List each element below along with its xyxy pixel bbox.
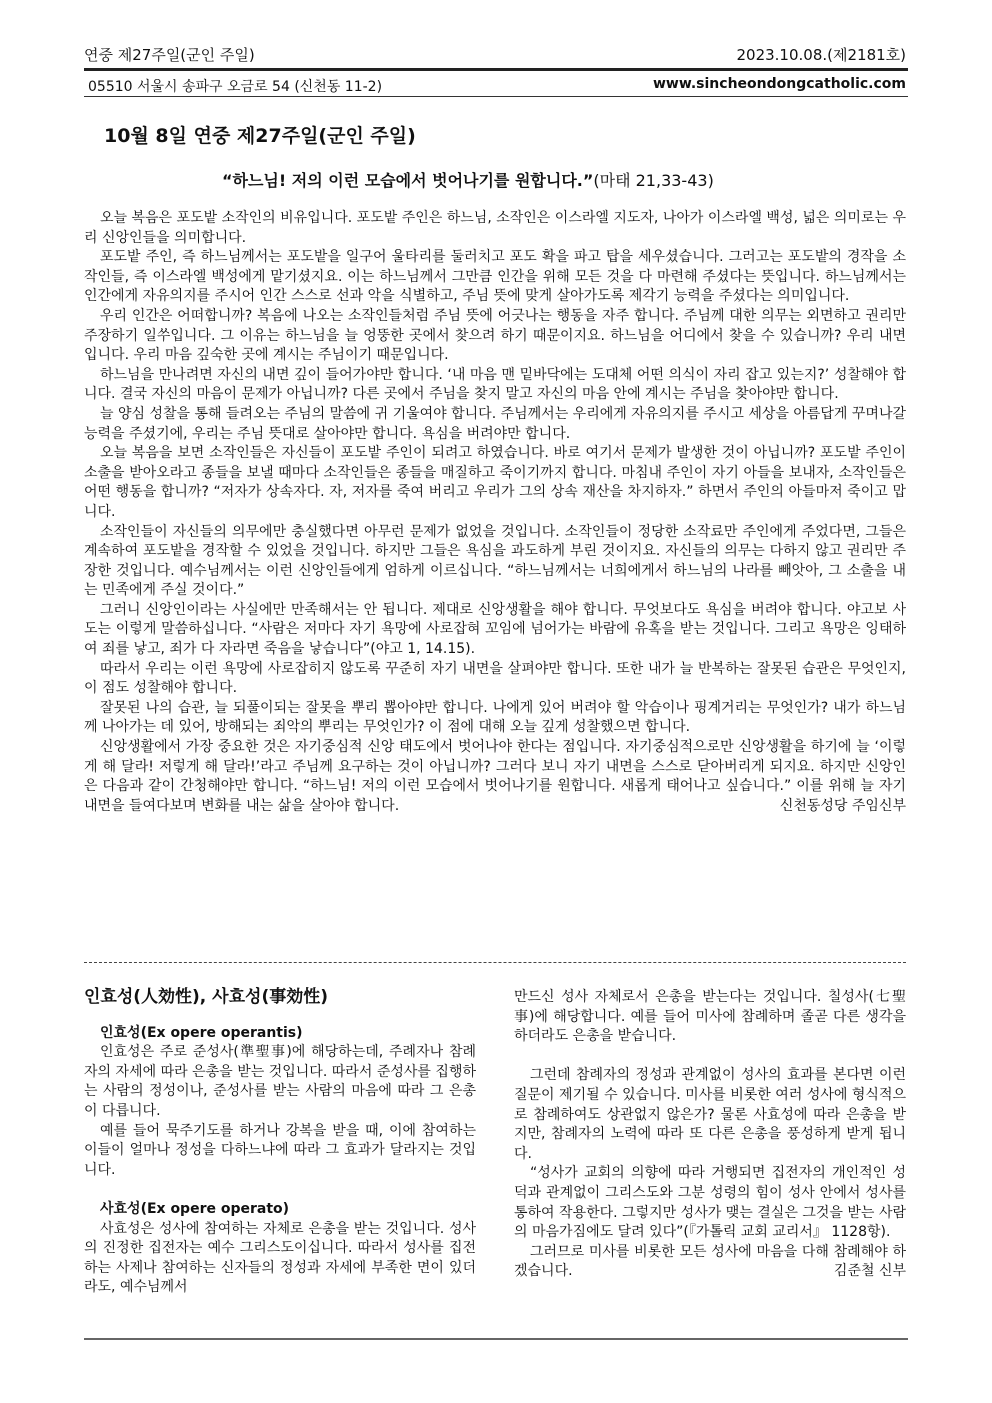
quote-text: “하느님! 저의 이런 모습에서 벗어나기를 원합니다.” (222, 171, 594, 190)
article-paragraph: 그런데 참례자의 정성과 관계없이 성사의 효과를 본다면 이런 질문이 제기될 수 있습니다. 미사를 비롯한 여러 성사에 형식적으로 참례하여도 상관없지 않은가? 물론 사효성에 따라 은총을 받지만, 참례자의 노력에 따라 또 다른 은총을 풍성하게 받게 됩니다. (514, 1067, 906, 1162)
homily-paragraph: 따라서 우리는 이런 욕망에 사로잡히지 않도록 꾸준히 자기 내면을 살펴야만 합니다. 또한 내가 늘 반복하는 잘못된 습관은 무엇인지, 이 점도 성찰해야 합니다. (84, 660, 906, 697)
homily-paragraph: 늘 양심 성찰을 통해 들려오는 주님의 말씀에 귀 기울여야 합니다. 주님께서는 우리에게 자유의지를 주시고 세상을 아름답게 꾸며나갈 능력을 주셨기에, 우리는 주님 뜻대로 살아야만 합니다. 욕심을 버려야만 합니다. (84, 405, 906, 442)
homily-paragraph: 포도밭 주인, 즉 하느님께서는 포도밭을 일구어 울타리를 둘러치고 포도 확을 파고 탑을 세우셨습니다. 그러고는 포도밭의 경작을 소작인들, 즉 이스라엘 백성에게 맡기셨지요. 이는 하느님께서 그만큼 인간을 위해 모든 것을 다 마련해 주셨다는 뜻입니다. 하느님께서는 인간에게 자유의지를 주시어 인간 스스로 선과 악을 식별하고, 주님 뜻에 맞게 살아가도록 제각기 능력을 주셨다는 의미입니다. (84, 249, 906, 305)
homily-title: 10월 8일 연중 제27주일(군인 주일) (104, 125, 416, 147)
article-paragraph: “성사가 교회의 의향에 따라 거행되면 집전자의 개인적인 성덕과 관계없이 그리스도와 그분 성령의 힘이 성사 안에서 성사를 통하여 작용한다. 그렇지만 성사가 맺는 결실은 그것을 받는 사람의 마음가짐에도 달려 있다”(『가톨릭 교회 교리서』 1128항). (514, 1165, 906, 1241)
homily-paragraph: 오늘 복음을 보면 소작인들은 자신들이 포도밭 주인이 되려고 하였습니다. 바로 여기서 문제가 발생한 것이 아닙니까? 포도밭 주인이 소출을 받아오라고 종들을 보낼 때마다 소작인들은 종들을 매질하고 죽이기까지 합니다. 마침내 주인이 자기 아들을 보내자, 소작인들은 어떤 행동을 합니까? “저자가 상속자다. 자, 저자를 죽여 버리고 우리가 그의 상속 재산을 차지하자.” 하면서 주인의 아들마저 죽이고 맙니다. (84, 445, 906, 520)
homily-signature: 신천동성당 주임신부 (779, 797, 906, 814)
subsection-title-sahyoseong: 사효성(Ex opere operato) (100, 1200, 290, 1217)
homily-paragraph: 그러니 신앙인이라는 사실에만 만족해서는 안 됩니다. 제대로 신앙생활을 해야 합니다. 무엇보다도 욕심을 버려야 합니다. 야고보 사도는 이렇게 말씀하십니다. “사람은 저마다 자기 욕망에 사로잡혀 꼬임에 넘어가는 바람에 유혹을 받는 것입니다. 그리고 욕망은 잉태하여 죄를 낳고, 죄가 다 자라면 죽음을 낳습니다”(야고 1, 14.15). (84, 601, 906, 658)
homily-paragraph: 잘못된 나의 습관, 늘 되풀이되는 잘못을 뿌리 뽑아야만 합니다. 나에게 있어 버려야 할 악습이나 핑계거리는 무엇인가? 내가 하느님께 나아가는 데 있어, 방해되는 죄악의 뿌리는 무엇인가? 이 점에 대해 오늘 깊게 성찰했으면 합니다. (84, 699, 906, 736)
homily-paragraph: 오늘 복음은 포도밭 소작인의 비유입니다. 포도밭 주인은 하느님, 소작인은 이스라엘 지도자, 나아가 이스라엘 백성, 넓은 의미로는 우리 신앙인들을 의미합니다. (84, 210, 906, 246)
article-paragraph: 사효성은 성사에 참여하는 자체로 은총을 받는 것입니다. 성사의 진정한 집전자는 예수 그리스도이십니다. 따라서 성사를 집전하는 사제나 참여하는 신자들의 정성과 자세에 부족한 면이 있더라도, 예수님께서 (84, 1220, 476, 1296)
header-divider (84, 68, 908, 71)
article-title: 인효성(人効性), 사효성(事効性) (84, 987, 328, 1007)
section-divider (84, 962, 906, 963)
article-paragraph: 예를 들어 묵주기도를 하거나 강복을 받을 때, 이에 참여하는 이들이 얼마나 정성을 다하느냐에 따라 그 효과가 달라지는 것입니다. (84, 1122, 476, 1178)
homily-body (84, 209, 906, 816)
article-paragraph (514, 1243, 906, 1282)
article-paragraph: 인효성은 주로 준성사(準聖事)에 해당하는데, 주례자나 참례자의 자세에 따라 은총을 받는 것입니다. 따라서 준성사를 집행하는 사람의 정성이나, 준성사를 받는 사람의 마음에 따라 그 은총이 다릅니다. (84, 1044, 476, 1119)
footer-divider (84, 1338, 908, 1340)
article-closing: 그러므로 미사를 비롯한 모든 성사에 마음을 다해 참례해야 하겠습니다. (514, 1243, 906, 1280)
subheader-divider (84, 96, 908, 97)
homily-paragraph: 우리 인간은 어떠합니까? 복음에 나오는 소작인들처럼 주님 뜻에 어긋나는 행동을 자주 합니다. 주님께 대한 의무는 외면하고 권리만 주장하기 일쑤입니다. 그 이유는 하느님을 늘 엉뚱한 곳에서 찾으려 하기 때문이지요. 하느님을 어디에서 찾을 수 있습니까? 우리 내면입니다. 우리 마음 깊숙한 곳에 계시는 주님이기 때문입니다. (84, 307, 906, 364)
bulletin-title: 연중 제27주일(군인 주일) (84, 46, 255, 64)
quote-reference: (마태 21,33-43) (593, 171, 714, 190)
parish-website[interactable]: www.sincheondongcatholic.com (652, 76, 906, 92)
header-info (84, 72, 906, 96)
article-left-column (84, 988, 476, 1298)
article-author: 김준철 신부 (833, 1263, 906, 1280)
article-paragraph-continued: 만드신 성사 자체로서 은총을 받는다는 것입니다. 칠성사(七聖事)에 해당합니다. 예를 들어 미사에 참례하며 졸곧 다른 생각을 하더라도 은총을 받습니다. (514, 989, 906, 1045)
homily-paragraph: 하느님을 만나려면 자신의 내면 깊이 들어가야만 합니다. ‘내 마음 맨 밑바닥에는 도대체 어떤 의식이 자리 잡고 있는지?’ 성찰해야 합니다. 결국 자신의 마음이 문제가 아닙니까? 다른 곳에서 주님을 찾지 말고 자신의 마음 안에 계시는 주님을 찾아야만 합니다. (84, 366, 906, 403)
subsection-title-inhyoseong: 인효성(Ex opere operantis) (100, 1024, 303, 1041)
article-right-column (514, 988, 906, 1282)
homily-paragraph: 소작인들이 자신들의 의무에만 충실했다면 아무런 문제가 없었을 것입니다. 소작인들이 정당한 소작료만 주인에게 주었다면, 그들은 계속하여 포도밭을 경작할 수 있었을 것입니다. 하지만 그들은 욕심을 과도하게 부린 것이지요. 자신들의 의무는 다하지 않고 권리만 주장한 것입니다. 예수님께서는 이런 신앙인들에게 엄하게 이르십니다. “하느님께서는 너희에게서 하느님의 나라를 빼앗아, 그 소출을 내는 민족에게 주실 것이다.” (84, 523, 906, 599)
bulletin-date-issue: 2023.10.08.(제2181호) (736, 46, 906, 64)
homily-paragraph: 신앙생활에서 가장 중요한 것은 자기중심적 신앙 태도에서 벗어나야 한다는 점입니다. 자기중심적으로만 신앙생활을 하기에 늘 ‘이렇게 해 달라! 저렇게 해 달라!’라고 주님께 요구하는 것이 아닙니까? 그러다 보니 자기 내면을 스스로 닫아버리게 되지요. 하지만 신앙인은 다음과 같이 간청해야만 합니다. “하느님! 저의 이런 모습에서 벗어나기를 원합니다. 새롭게 태어나고 싶습니다.” 이를 위해 늘 자기 내면을 들여다보며 변화를 내는 삶을 살아야 합니다. (84, 739, 906, 814)
page-header (84, 40, 906, 66)
homily-quote (222, 168, 714, 191)
parish-address: 05510 서울시 송파구 오금로 54 (신천동 11-2) (88, 79, 383, 95)
